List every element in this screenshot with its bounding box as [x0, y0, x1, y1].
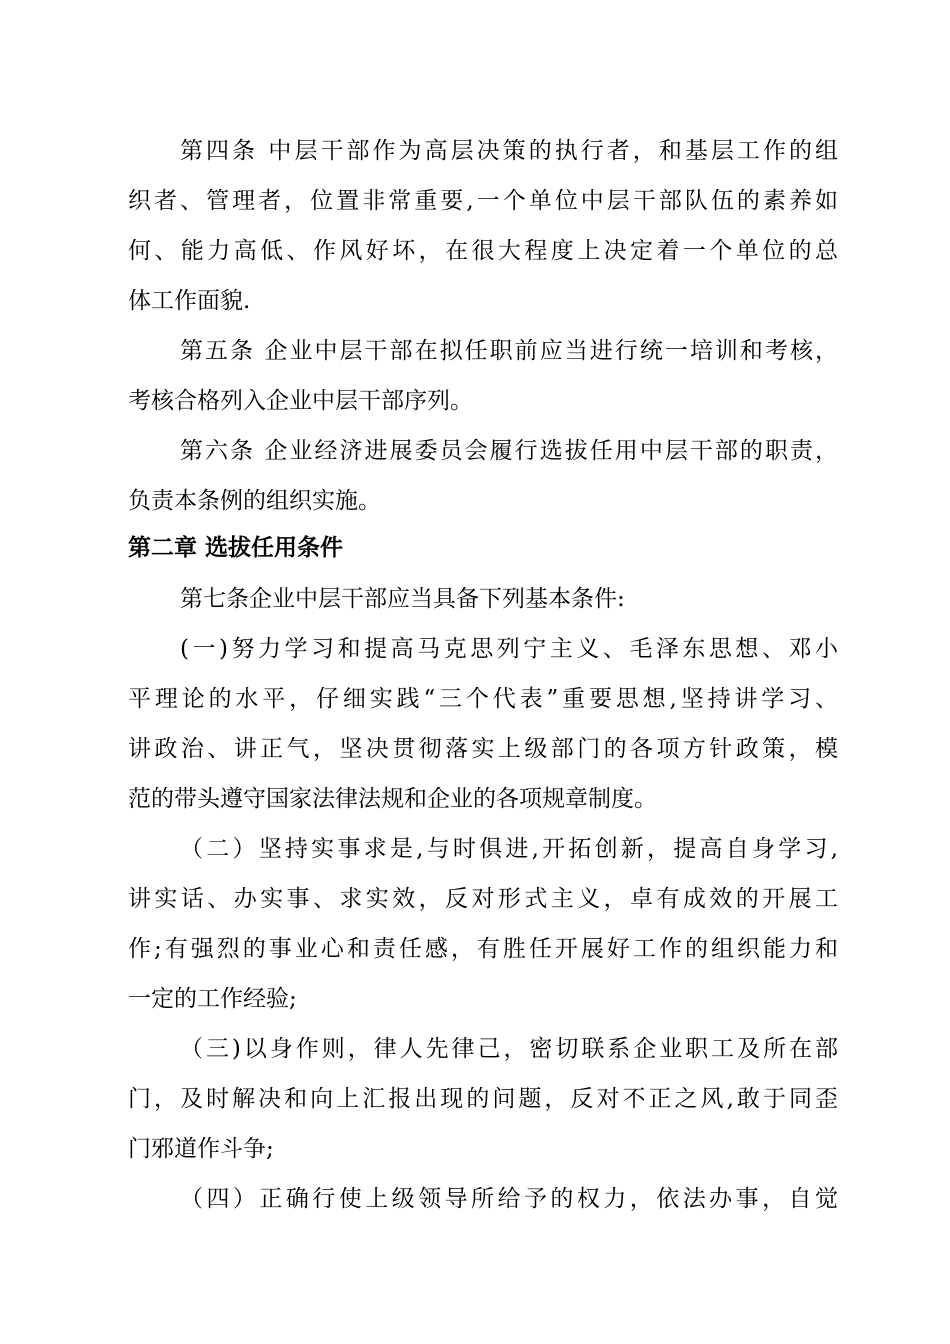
article-4-line-2: 织者、管理者，位置非常重要,一个单位中层干部队伍的素养如: [128, 188, 838, 214]
article-6-line-1: 第六条 企业经济进展委员会履行选拔任用中层干部的职责，: [180, 438, 838, 464]
article-4-line-4: 体工作面貌.: [128, 288, 251, 314]
article-4-line-1: 第四条 中层干部作为高层决策的执行者，和基层工作的组: [180, 138, 838, 164]
item-1-line-1: (一)努力学习和提高马克思列宁主义、毛泽东思想、邓小: [180, 636, 838, 662]
article-5-line-2: 考核合格列入企业中层干部序列。: [128, 388, 473, 414]
item-2-line-2: 讲实话、办实事、求实效，反对形式主义，卓有成效的开展工: [128, 886, 838, 912]
item-3-line-1: （三)以身作则，律人先律己，密切联系企业职工及所在部: [180, 1036, 838, 1062]
article-6-line-2: 负责本条例的组织实施。: [128, 488, 381, 514]
item-2-line-1: （二）坚持实事求是,与时俱进,开拓创新，提高自身学习,: [180, 836, 838, 862]
item-3-line-2: 门，及时解决和向上汇报出现的问题，反对不正之风,敢于同歪: [128, 1086, 838, 1112]
item-4-line-1: （四）正确行使上级领导所给予的权力，依法办事，自觉: [180, 1186, 838, 1212]
chapter-heading: 第二章 选拔任用条件: [128, 535, 344, 561]
item-1-line-4: 范的带头遵守国家法律法规和企业的各项规章制度。: [128, 786, 657, 812]
item-3-line-3: 门邪道作斗争;: [128, 1136, 274, 1162]
item-1-line-2: 平理论的水平，仔细实践“三个代表”重要思想,坚持讲学习、: [128, 686, 838, 712]
article-7-intro: 第七条企业中层干部应当具备下列基本条件:: [180, 586, 625, 612]
item-1-line-3: 讲政治、讲正气，坚决贯彻落实上级部门的各项方针政策，模: [128, 736, 838, 762]
item-2-line-4: 一定的工作经验;: [128, 986, 297, 1012]
article-4-line-3: 何、能力高低、作风好坏，在很大程度上决定着一个单位的总: [128, 238, 838, 264]
item-2-line-3: 作;有强烈的事业心和责任感，有胜任开展好工作的组织能力和: [128, 936, 838, 962]
article-5-line-1: 第五条 企业中层干部在拟任职前应当进行统一培训和考核，: [180, 338, 838, 364]
